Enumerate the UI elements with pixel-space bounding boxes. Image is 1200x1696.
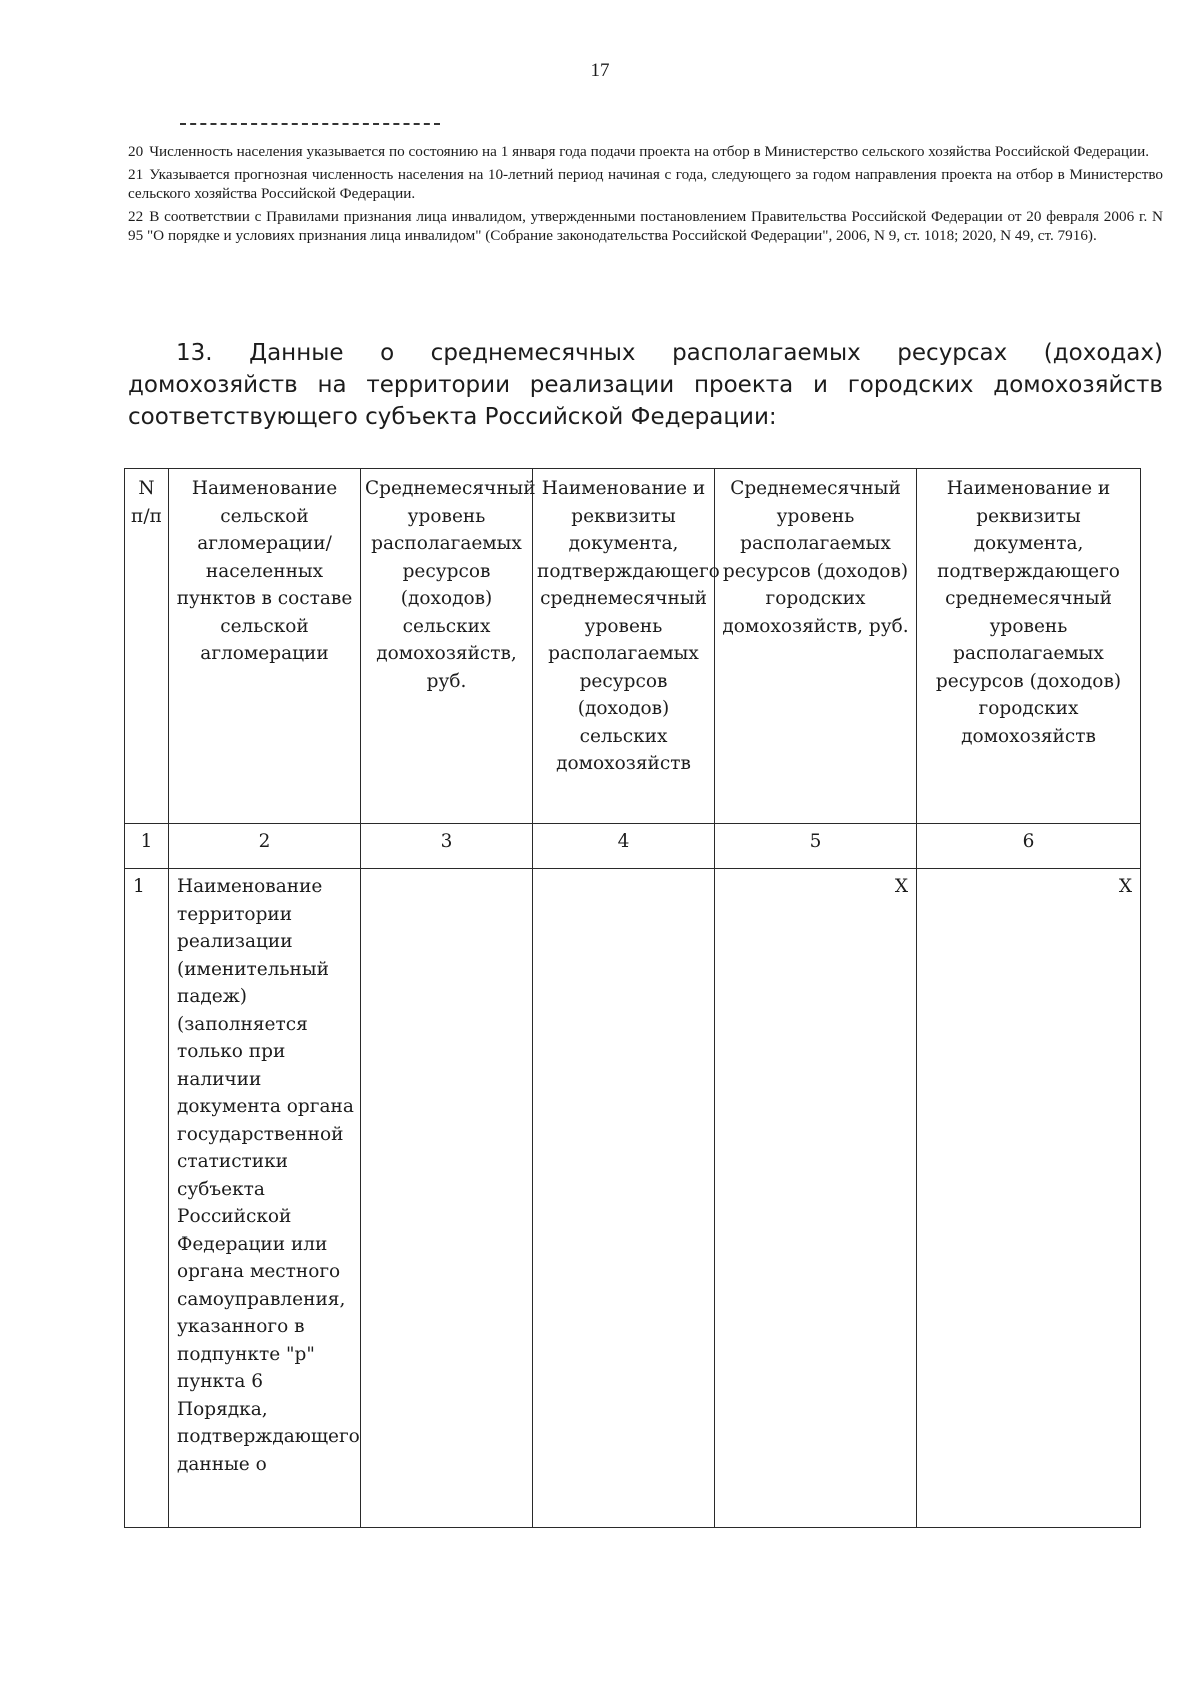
footnote-text: В соответствии с Правилами признания лица инвалидом, утвержденными постановлением Правительства Российской Федерации от 20 февраля 2006 г. N 95 "О порядке и условиях признания лица инвалидом" (Собрание законодательства Российской Федерации", 2006, N 9, ст. 1018; 2020, N 49, ст. 7916).	[128, 208, 1163, 244]
section-heading: 13. Данные о среднемесячных располагаемых ресурсах (доходах) домохозяйств на территории реализации проекта и городских домохозяйств соответствующего субъекта Российской Федерации:	[128, 340, 1163, 430]
rural-document-cell	[533, 869, 715, 1528]
column-number: 3	[361, 824, 533, 869]
footnote-20	[128, 142, 1163, 161]
footnote-21	[128, 165, 1163, 203]
column-numbers-row	[125, 824, 1141, 869]
header-rural-document: Наименование и реквизиты документа, подтверждающего среднемесячный уровень располагаемых ресурсов (доходов) сельских домохозяйств	[533, 469, 715, 824]
footnote-text: Указывается прогнозная численность населения на 10-летний период начиная с года, следующего за годом направления проекта на отбор в Министерство сельского хозяйства Российской Федерации.	[128, 166, 1163, 202]
urban-document-cell: X	[917, 869, 1141, 1528]
column-number: 5	[715, 824, 917, 869]
footnote-number: 22	[128, 208, 144, 225]
footnote-separator	[180, 123, 440, 125]
footnotes	[128, 142, 1163, 249]
footnote-number: 20	[128, 143, 144, 160]
row-number: 1	[125, 869, 169, 1528]
column-number: 4	[533, 824, 715, 869]
column-number: 1	[125, 824, 169, 869]
footnote-text: Численность населения указывается по состоянию на 1 января года подачи проекта на отбор в Министерство сельского хозяйства Российской Федерации.	[149, 143, 1150, 160]
page-number: 17	[590, 60, 610, 81]
income-table	[124, 468, 1141, 1528]
footnote-22	[128, 207, 1163, 245]
table-header-row	[125, 469, 1141, 824]
header-agglomeration-name: Наименование сельской агломерации/населенных пунктов в составе сельской агломерации	[169, 469, 361, 824]
header-urban-document: Наименование и реквизиты документа, подтверждающего среднемесячный уровень располагаемых ресурсов (доходов) городских домохозяйств	[917, 469, 1141, 824]
urban-income-cell: X	[715, 869, 917, 1528]
rural-income-cell	[361, 869, 533, 1528]
header-row-number: N п/п	[125, 469, 169, 824]
column-number: 2	[169, 824, 361, 869]
header-urban-income: Среднемесячный уровень располагаемых ресурсов (доходов) городских домохозяйств, руб.	[715, 469, 917, 824]
header-rural-income: Среднемесячный уровень располагаемых ресурсов (доходов) сельских домохозяйств, руб.	[361, 469, 533, 824]
column-number: 6	[917, 824, 1141, 869]
footnote-number: 21	[128, 166, 144, 183]
row-name: Наименование территории реализации (именительный падеж) (заполняется только при наличии документа органа государственной статистики субъекта Российской Федерации или органа местного самоуправления, указанного в подпункте "р" пункта 6 Порядка, подтверждающего данные о	[169, 869, 361, 1528]
table-row	[125, 869, 1141, 1528]
